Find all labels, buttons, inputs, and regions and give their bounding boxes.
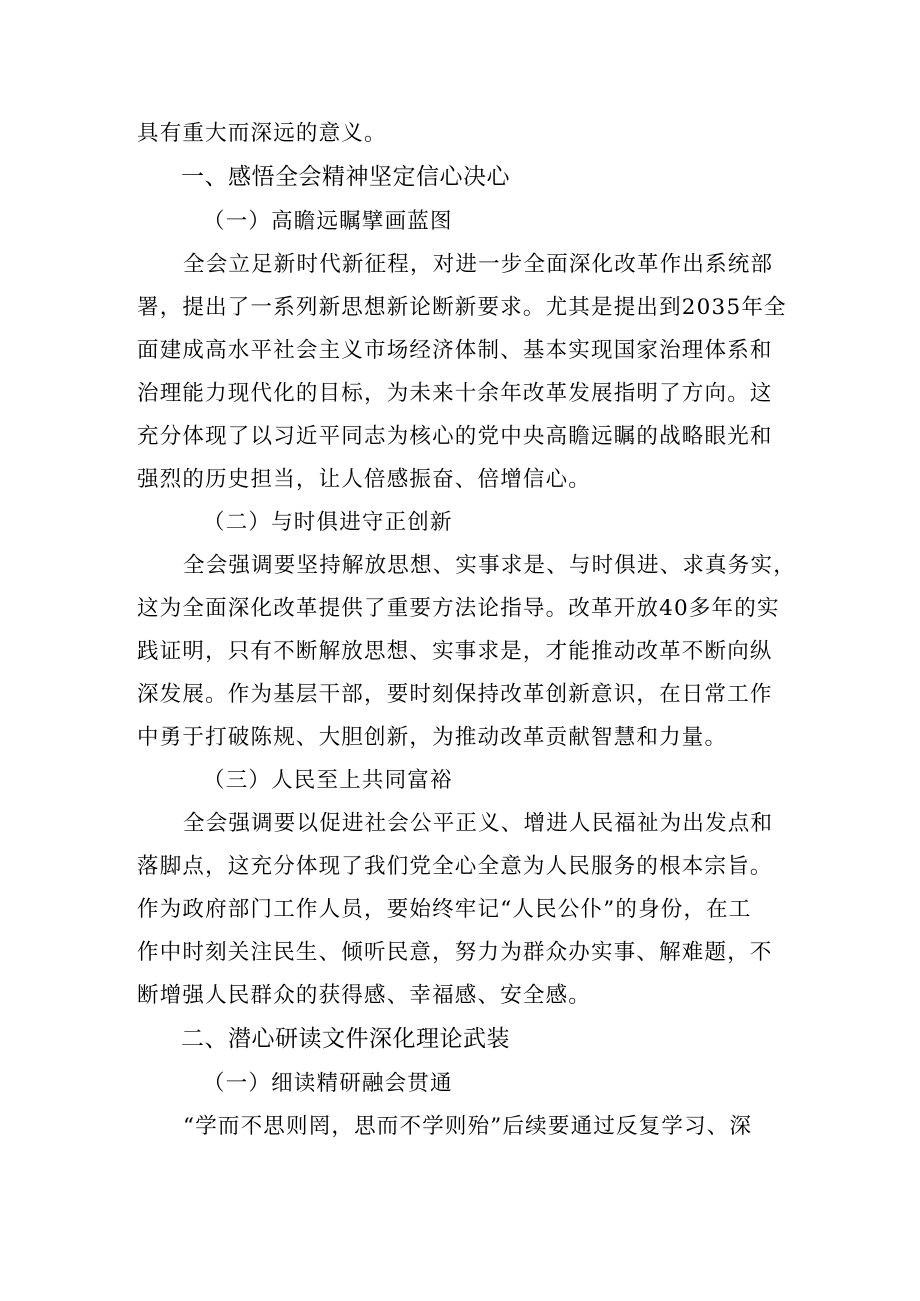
paragraph-2-1 [137, 1105, 797, 1148]
paragraph-1-1 [137, 243, 797, 501]
section-heading-2: 二、潜心研读文件深化理论武装 [181, 1026, 510, 1052]
paragraph-line: 全会强调要以促进社会公平正义、增进人民福祉为出发点和 [183, 811, 774, 836]
subheading-1-2: （二）与时俱进守正创新 [203, 510, 453, 535]
paragraph-line: 全会强调要坚持解放思想、实事求是、与时俱进、求真务实， [183, 553, 796, 578]
paragraph-1-3 [137, 802, 797, 1017]
opening-line: 具有重大而深远的意义。 [137, 121, 387, 146]
paragraph-line: 充分体现了以习近平同志为核心的党中央高瞻远瞩的战略眼光和 [137, 424, 773, 449]
paragraph-line: 作中时刻关注民生、倾听民意，努力为群众办实事、解难题，不 [137, 940, 773, 965]
paragraph-line: 这为全面深化改革提供了重要方法论指导。改革开放40多年的实 [137, 596, 780, 621]
paragraph-line: “学而不思则罔，思而不学则殆”后续要通过反复学习、深 [183, 1114, 753, 1139]
paragraph-line: 深发展。作为基层干部，要时刻保持改革创新意识，在日常工作 [137, 682, 773, 707]
paragraph-line: 全会立足新时代新征程，对进一步全面深化改革作出系统部 [183, 252, 774, 277]
paragraph-line: 落脚点，这充分体现了我们党全心全意为人民服务的根本宗旨。 [137, 854, 773, 879]
subheading-1-3: （三）人民至上共同富裕 [203, 768, 453, 793]
subheading-1-1: （一）高瞻远瞩擘画蓝图 [203, 209, 453, 234]
paragraph-line: 治理能力现代化的目标，为未来十余年改革发展指明了方向。这 [137, 381, 773, 406]
paragraph-1-2 [137, 544, 797, 759]
paragraph-line: 署，提出了一系列新思想新论断新要求。尤其是提出到2035年全 [137, 295, 787, 320]
paragraph-line: 作为政府部门工作人员，要始终牢记“人民公仆”的身份，在工 [137, 897, 752, 922]
paragraph-line: 践证明，只有不断解放思想、实事求是，才能推动改革不断向纵 [137, 639, 773, 664]
subheading-2-1: （一）细读精研融会贯通 [203, 1071, 453, 1096]
paragraph-line: 断增强人民群众的获得感、幸福感、安全感。 [137, 983, 592, 1008]
section-heading-1: 一、感悟全会精神坚定信心决心 [181, 164, 510, 190]
paragraph-line: 中勇于打破陈规、大胆创新，为推动改革贡献智慧和力量。 [137, 725, 728, 750]
paragraph-line: 强烈的历史担当，让人倍感振奋、倍增信心。 [137, 467, 592, 492]
paragraph-line: 面建成高水平社会主义市场经济体制、基本实现国家治理体系和 [137, 338, 773, 363]
document-body [137, 112, 797, 1148]
